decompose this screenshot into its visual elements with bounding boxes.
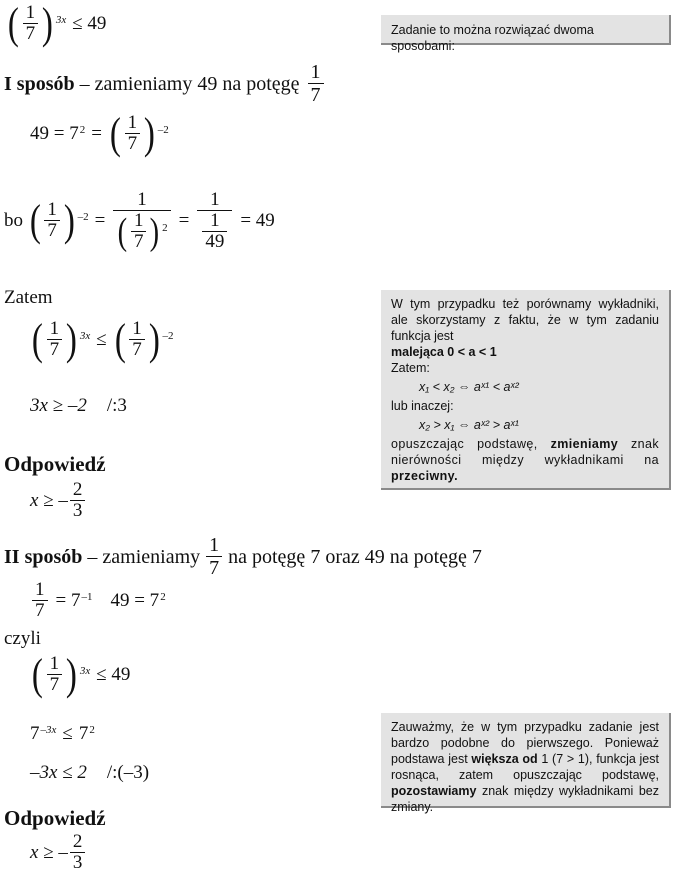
note-decreasing-function: W tym przypadku też porównamy wykładniki, ale skorzystamy z faktu, że w tym zadaniu funkcja jest malejąca 0 < a < 1 Zatem: x₁ < x₂ ⇔ aˣ¹ < aˣ² lub inaczej: x₂ > x₁ ⇔ aˣ² > aˣ¹ opuszczając podstawę, zmieniamy znak nierówności między wykładnikami na przeciwny. [381, 290, 671, 490]
answer-2: x ≥ – $\frac{2}{3}$ [30, 832, 87, 874]
inequality-restated: ( $\frac{1}{7}$ ) $^{3x}$ ≤ 49 [31, 650, 131, 699]
inequality-main: ( $\frac{1}{7}$ ) $^{3x}$ ≤ 49 [7, 0, 107, 48]
method2-heading: II sposób – zamieniamy $\frac{1}{7}$ na potęgę 7 oraz 49 na potęgę 7 [4, 534, 482, 579]
note-two-methods: Zadanie to można rozwiązać dwoma sposobami: [381, 15, 671, 45]
note-increasing-function: Zauważmy, że w tym przypadku zadanie jest bardzo podobne do pierwszego. Ponieważ podstawa jest większa od 1 (7 > 1), funkcja jest rosnąca, zatem opuszczając podstawę, pozostawiamy znak między wykładnikami bez zmiany. [381, 713, 671, 808]
ineq-exponents-2: –3x ≤ 2 /:(–3) [30, 762, 150, 783]
ineq-exponents: 3x ≥ –2 /:3 [30, 395, 127, 416]
answer-heading-2: Odpowiedź [4, 806, 106, 830]
eq-base7: $\frac{1}{7}$ = 7 $^{-1}$ 49 = 7 $^2$ [30, 580, 166, 622]
label-czyli: czyli [4, 628, 41, 649]
answer-heading-1: Odpowiedź [4, 452, 106, 476]
label-zatem: Zatem [4, 287, 53, 308]
ineq-same-base: ( $\frac{1}{7}$ ) $^{3x}$ ≤ ( $\frac{1}{7}$ ) $^{-2}$ [31, 315, 174, 364]
eq-because: bo ( $\frac{1}{7}$ ) $^{-2}$ = 1 ( $\frac{1}{7}$ ) $^2$ = $\frac{1}{\frac{1}{49}}$ = 49 [4, 189, 275, 253]
method1-heading: I sposób – zamieniamy 49 na potęgę $\frac{1}{7}$ [4, 62, 326, 106]
eq-49-power: 49 = 7 $^2$ = ( $\frac{1}{7}$ ) $^{-2}$ [30, 109, 169, 158]
ineq-base7: 7 $^{-3x}$ ≤ 7 $^2$ [30, 723, 95, 744]
answer-1: x ≥ – $\frac{2}{3}$ [30, 480, 87, 522]
